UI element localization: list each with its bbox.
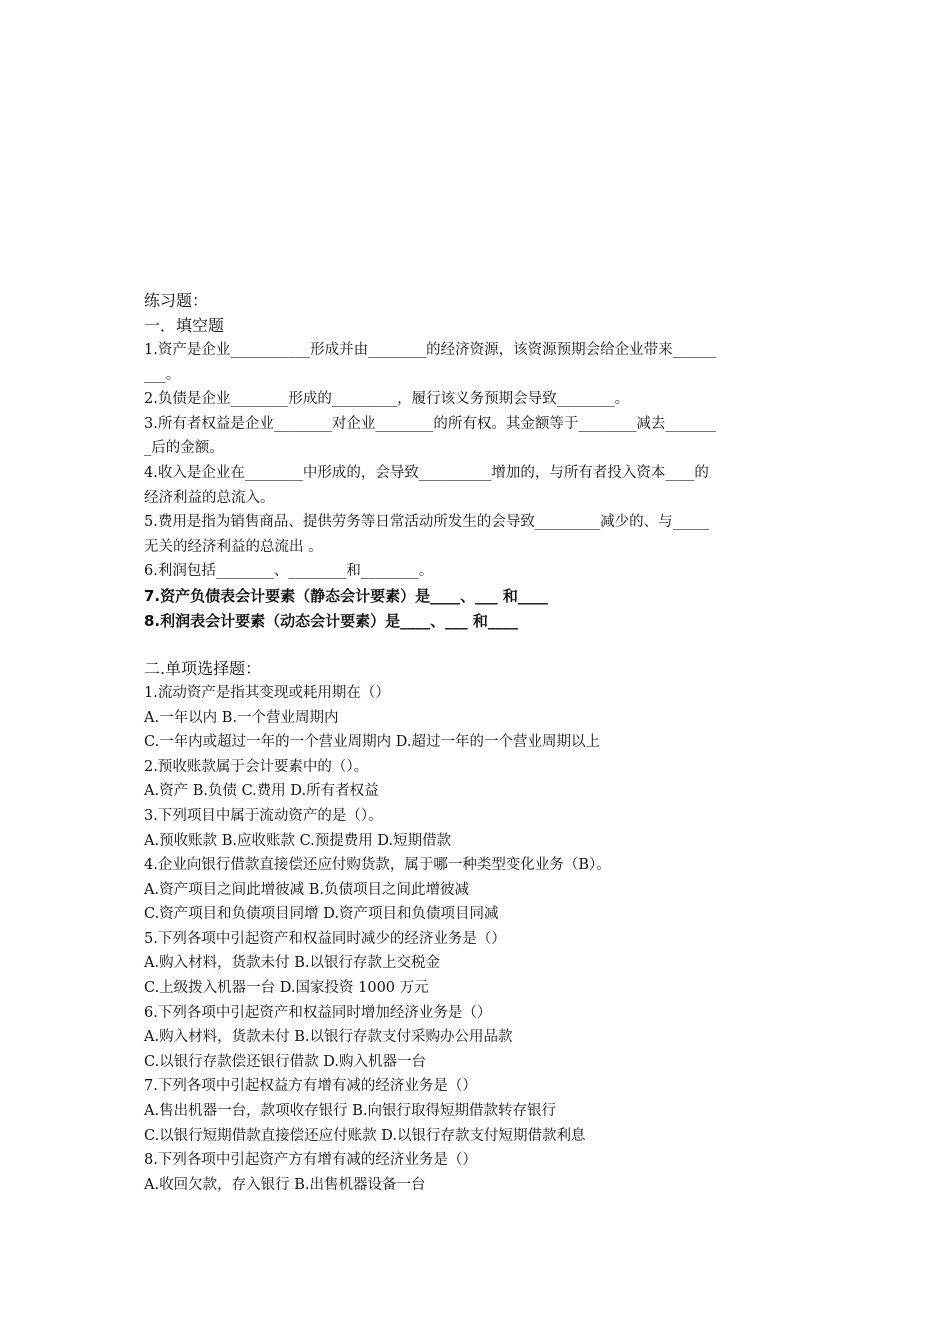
fill-bold-line: 7.资产负债表会计要素（静态会计要素）是____、___ 和____ [144, 586, 548, 605]
fill-line: _后的金额。 [144, 440, 224, 457]
choice-line: 8.下列各项中引起资产方有增有减的经济业务是（） [144, 1152, 477, 1169]
fill-bold-line: 8.利润表会计要素（动态会计要素）是____、___ 和____ [144, 611, 518, 630]
fill-line: 1.资产是企业___________形成并由________的经济资源，该资源预期会给企业带来______ [144, 342, 717, 358]
choice-section-heading: 二.单项选择题： [144, 658, 262, 678]
choice-line: 7.下列各项中引起权益方有增有减的经济业务是（） [144, 1078, 477, 1095]
fill-line: 经济利益的总流入。 [144, 489, 275, 506]
choice-line: C.上级拨入机器一台 D.国家投资 1000 万元 [144, 980, 429, 997]
section-spacer [144, 634, 816, 656]
choice-line: C.以银行存款偿还银行借款 D.购入机器一台 [144, 1053, 427, 1070]
page-title: 练习题： [144, 291, 209, 310]
choice-line: C.以银行短期借款直接偿还应付账款 D.以银行存款支付短期借款利息 [144, 1127, 586, 1144]
fill-questions [144, 338, 816, 634]
choice-line: 5.下列各项中引起资产和权益同时减少的经济业务是（） [144, 930, 506, 947]
choice-line: C.一年内或超过一年的一个营业周期内 D.超过一年的一个营业周期以上 [144, 734, 601, 751]
choice-line: A.一年以内 B.一个营业周期内 [144, 709, 339, 726]
choice-line: A.购入材料，货款未付 B.以银行存款上交税金 [144, 955, 440, 972]
choice-line: A.购入材料，货款未付 B.以银行存款支付采购办公用品款 [144, 1029, 513, 1046]
fill-section-heading: 一．填空题 [144, 316, 225, 335]
choice-questions [144, 681, 816, 1197]
fill-line: 6.利润包括________、________和________。 [144, 563, 434, 580]
choice-line: C.资产项目和负债项目同增 D.资产项目和负债项目同减 [144, 906, 499, 923]
fill-line: ___。 [144, 366, 181, 383]
choice-line: 3.下列项目中属于流动资产的是（）。 [144, 807, 383, 824]
choice-line: 4.企业向银行借款直接偿还应付购货款，属于哪一种类型变化业务（B）。 [144, 857, 611, 874]
choice-line: 1.流动资产是指其变现或耗用期在（） [144, 684, 390, 701]
choice-line: 2.预收账款属于会计要素中的（）。 [144, 758, 369, 775]
fill-line: 2.负债是企业________形成的_________，履行该义务预期会导致________。 [144, 391, 630, 408]
choice-line: 6.下列各项中引起资产和权益同时增加经济业务是（） [144, 1004, 492, 1021]
choice-line: A.预收账款 B.应收账款 C.预提费用 D.短期借款 [144, 832, 452, 849]
fill-line: 3.所有者权益是企业________对企业________的所有权。其金额等于________减去_______ [144, 415, 717, 432]
choice-line: A.售出机器一台，款项收存银行 B.向银行取得短期借款转存银行 [144, 1103, 556, 1120]
fill-line: 5.费用是指为销售商品、提供劳务等日常活动所发生的会导致_________减少的、与_____ [144, 514, 709, 531]
fill-line: 4.收入是企业在________中形成的，会导致__________增加的，与所有者投入资本____的 [144, 464, 709, 481]
fill-line: 无关的经济利益的总流出 。 [144, 538, 323, 555]
choice-line: A.资产项目之间此增彼减 B.负债项目之间此增彼减 [144, 881, 469, 898]
choice-line: A.资产 B.负债 C.费用 D.所有者权益 [144, 783, 379, 800]
document-page [144, 288, 816, 1197]
choice-line: A.收回欠款，存入银行 B.出售机器设备一台 [144, 1176, 426, 1193]
